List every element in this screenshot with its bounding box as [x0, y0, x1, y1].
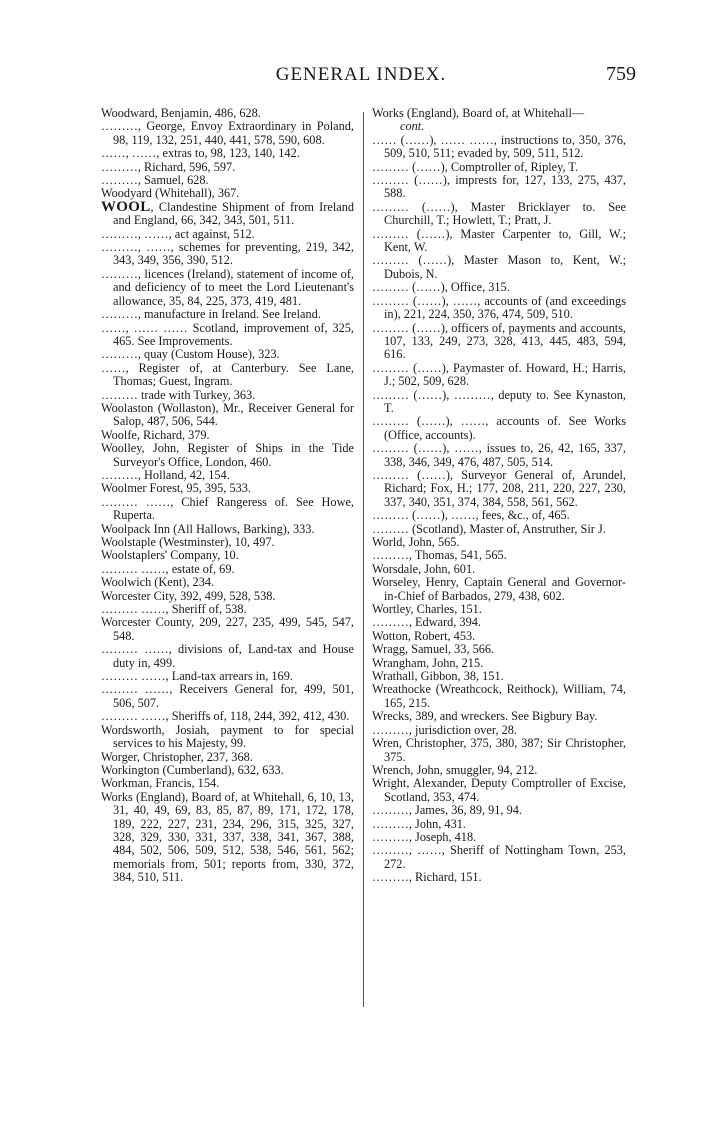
index-entry: Woolwich (Kent), 234. — [101, 575, 215, 590]
index-entry: ……… ……, estate of, 69. — [101, 561, 235, 576]
index-entry: cont. — [400, 119, 425, 134]
index-entry: ……… (……), ……, fees, &c., of, 465. — [372, 508, 570, 523]
index-entry: Works (England), Board of, at Whitehall— — [372, 106, 585, 120]
index-entry: ………, ……, act against, 512. — [101, 226, 255, 241]
index-entry: ………, Richard, 151. — [372, 870, 482, 885]
index-entry: ………, James, 36, 89, 91, 94. — [372, 803, 522, 818]
index-entry: ……… ……, Sheriffs of, 118, 244, 392, 412, 430. — [101, 709, 350, 724]
index-entry: Woolfe, Richard, 379. — [101, 427, 210, 442]
index-entry: ………, ……, Sheriff of Nottingham Town, 253, 272. — [372, 843, 626, 871]
index-entry: ……… ……, divisions of, Land-tax and House duty in, 499. — [101, 642, 354, 670]
index-entry: ……… (……), ………, deputy to. See Kynaston, T. — [372, 387, 626, 415]
index-entry: ……… (……), imprests for, 127, 133, 275, 437, 588. — [372, 173, 626, 201]
index-entry: ………, Thomas, 541, 565. — [372, 548, 507, 563]
index-entry: ……… (……), Master Carpenter to, Gill, W.; Kent, W. — [372, 226, 626, 255]
index-entry: …… (……), …… ……, instructions to, 350, 376, 509, 510, 511; evaded by, 509, 511, 512. — [372, 132, 626, 161]
index-entry: Woolaston (Wollaston), Mr., Receiver General for Salop, 487, 506, 544. — [101, 400, 354, 429]
index-entry: WOOL, Clandestine Shipment of from Ireland and England, 66, 342, 343, 501, 511. — [101, 198, 354, 228]
index-entry: ………, Joseph, 418. — [372, 829, 477, 844]
index-entry: Woodyard (Whitehall), 367. — [101, 186, 240, 201]
index-entry: Woolmer Forest, 95, 395, 533. — [101, 481, 251, 496]
index-entry: ……… (……), Master Bricklayer to. See Churchill, T.; Howlett, T.; Pratt, J. — [372, 199, 626, 228]
index-column-right — [372, 107, 626, 885]
index-entry: Wren, Christopher, 375, 380, 387; Sir Christopher, 375. — [372, 736, 626, 764]
index-entry: Woolpack Inn (All Hallows, Barking), 333. — [101, 521, 315, 536]
index-entry: World, John, 565. — [372, 535, 460, 549]
index-entry: Woolley, John, Register of Ships in the Tide Surveyor's Office, London, 460. — [101, 441, 354, 469]
index-entry: ………, John, 431. — [372, 816, 466, 831]
index-entry: ………, jurisdiction over, 28. — [372, 722, 518, 737]
index-entry: Wrangham, John, 215. — [372, 655, 484, 670]
index-entry: Worcester City, 392, 499, 528, 538. — [101, 588, 276, 603]
index-entry: Worcester County, 209, 227, 235, 499, 545, 547, 548. — [101, 615, 354, 643]
index-entry: ……… ……, Chief Rangeress of. See Howe, Ruperta. — [101, 494, 354, 523]
index-entry: ……… (……), Office, 315. — [372, 280, 510, 295]
index-entry: ……… (……), Paymaster of. Howard, H.; Harris, J.; 502, 509, 628. — [372, 360, 626, 389]
index-entry: ………, manufacture in Ireland. See Ireland. — [101, 307, 321, 322]
index-entry: ………, Holland, 42, 154. — [101, 467, 230, 482]
index-entry: ……… ……, Sheriff of, 538. — [101, 602, 247, 617]
index-entry: Wright, Alexander, Deputy Comptroller of Excise, Scotland, 353, 474. — [372, 776, 626, 804]
index-entry: ……, Register of, at Canterbury. See Lane, Thomas; Guest, Ingram. — [101, 360, 354, 389]
index-entry: Woodward, Benjamin, 486, 628. — [101, 106, 261, 120]
index-entry: Woolstaplers' Company, 10. — [101, 548, 239, 563]
page-number: 759 — [606, 63, 636, 85]
index-entry: ……… (……), ……, accounts of (and exceedings in), 221, 224, 350, 376, 474, 509, 510. — [372, 293, 626, 322]
index-entry: Worseley, Henry, Captain General and Governor-in-Chief of Barbados, 279, 438, 602. — [372, 575, 626, 603]
index-entry: ……… (……), Surveyor General of, Arundel, Richard; Fox, H.; 177, 208, 211, 220, 227, 230, 337, 340, 351, 374, 384, 558, 561, 562. — [372, 467, 626, 509]
index-entry: ………, Richard, 596, 597. — [101, 159, 236, 174]
index-entry: ………, Edward, 394. — [372, 615, 481, 630]
index-entry: ……… (……), officers of, payments and accounts, 107, 133, 249, 273, 328, 413, 445, 483, 594, 616. — [372, 320, 626, 362]
index-entry: Works (England), Board of, at Whitehall, 6, 10, 13, 31, 40, 49, 69, 83, 85, 87, 89, 171, 172, 178, 189, 222, 227, 231, 234, 296, 315, 325, 327, 328, 329, 330, 331, 337, 338, 341, 367, 388, 484, 502, 506, 509, 512, 538, 546, 561, 562; memorials from, 501; reports from, 330, 372, 384, 510, 511. — [101, 789, 354, 885]
index-entry: ………, Samuel, 628. — [101, 173, 209, 188]
index-entry: Wrecks, 389, and wreckers. See Bigbury Bay. — [372, 709, 598, 724]
running-title: GENERAL INDEX. — [275, 64, 447, 85]
index-entry: Wrathall, Gibbon, 38, 151. — [372, 669, 504, 684]
index-entry: Wortley, Charles, 151. — [372, 602, 482, 617]
index-entry: Wragg, Samuel, 33, 566. — [372, 642, 495, 657]
page-header — [0, 64, 722, 96]
index-entry: ……, …… …… Scotland, improvement of, 325, 465. See Improvements. — [101, 320, 354, 348]
index-entry: ………, George, Envoy Extraordinary in Poland, 98, 119, 132, 251, 440, 441, 578, 590, 608. — [101, 119, 354, 147]
index-entry: ……… (Scotland), Master of, Anstruther, Sir J. — [372, 521, 606, 536]
index-entry: ……… (……), Master Mason to, Kent, W.; Dubois, N. — [372, 253, 626, 281]
index-entry: ……… ……, Land-tax arrears in, 169. — [101, 669, 293, 684]
index-entry: Workington (Cumberland), 632, 633. — [101, 762, 284, 777]
index-column-left — [101, 107, 354, 885]
index-entry: ………, ……, schemes for preventing, 219, 342, 343, 349, 356, 390, 512. — [101, 240, 354, 268]
index-entry: Woolstaple (Westminster), 10, 497. — [101, 535, 275, 549]
index-entry: Wordsworth, Josiah, payment to for special services to his Majesty, 99. — [101, 722, 354, 751]
index-entry: ……… ……, Receivers General for, 499, 501, 506, 507. — [101, 682, 354, 710]
index-entry: Wotton, Robert, 453. — [372, 628, 476, 643]
index-entry: ……… (……), Comptroller of, Ripley, T. — [372, 159, 579, 174]
index-entry: ………, quay (Custom House), 323. — [101, 347, 280, 362]
index-entry: ……… (……), ……, issues to, 26, 42, 165, 337, 338, 346, 349, 476, 487, 505, 514. — [372, 441, 626, 469]
index-entry: ……, ……, extras to, 98, 123, 140, 142. — [101, 146, 300, 161]
index-entry: ……… trade with Turkey, 363. — [101, 387, 256, 402]
index-entry: ……… (……), ……, accounts of. See Works (Office, accounts). — [372, 414, 626, 442]
index-entry: Wrench, John, smuggler, 94, 212. — [372, 762, 538, 777]
index-entry: ………, licences (Ireland), statement of income of, and deficiency of to meet the Lord Lieutenant's allowance, 35, 84, 225, 373, 419, 481. — [101, 266, 354, 308]
index-entry: Worsdale, John, 601. — [372, 561, 476, 576]
index-entry: Worger, Christopher, 237, 368. — [101, 749, 253, 764]
index-entry: Workman, Francis, 154. — [101, 776, 220, 791]
column-divider — [363, 112, 364, 1007]
index-entry: Wreathocke (Wreathcock, Reithock), William, 74, 165, 215. — [372, 682, 626, 710]
